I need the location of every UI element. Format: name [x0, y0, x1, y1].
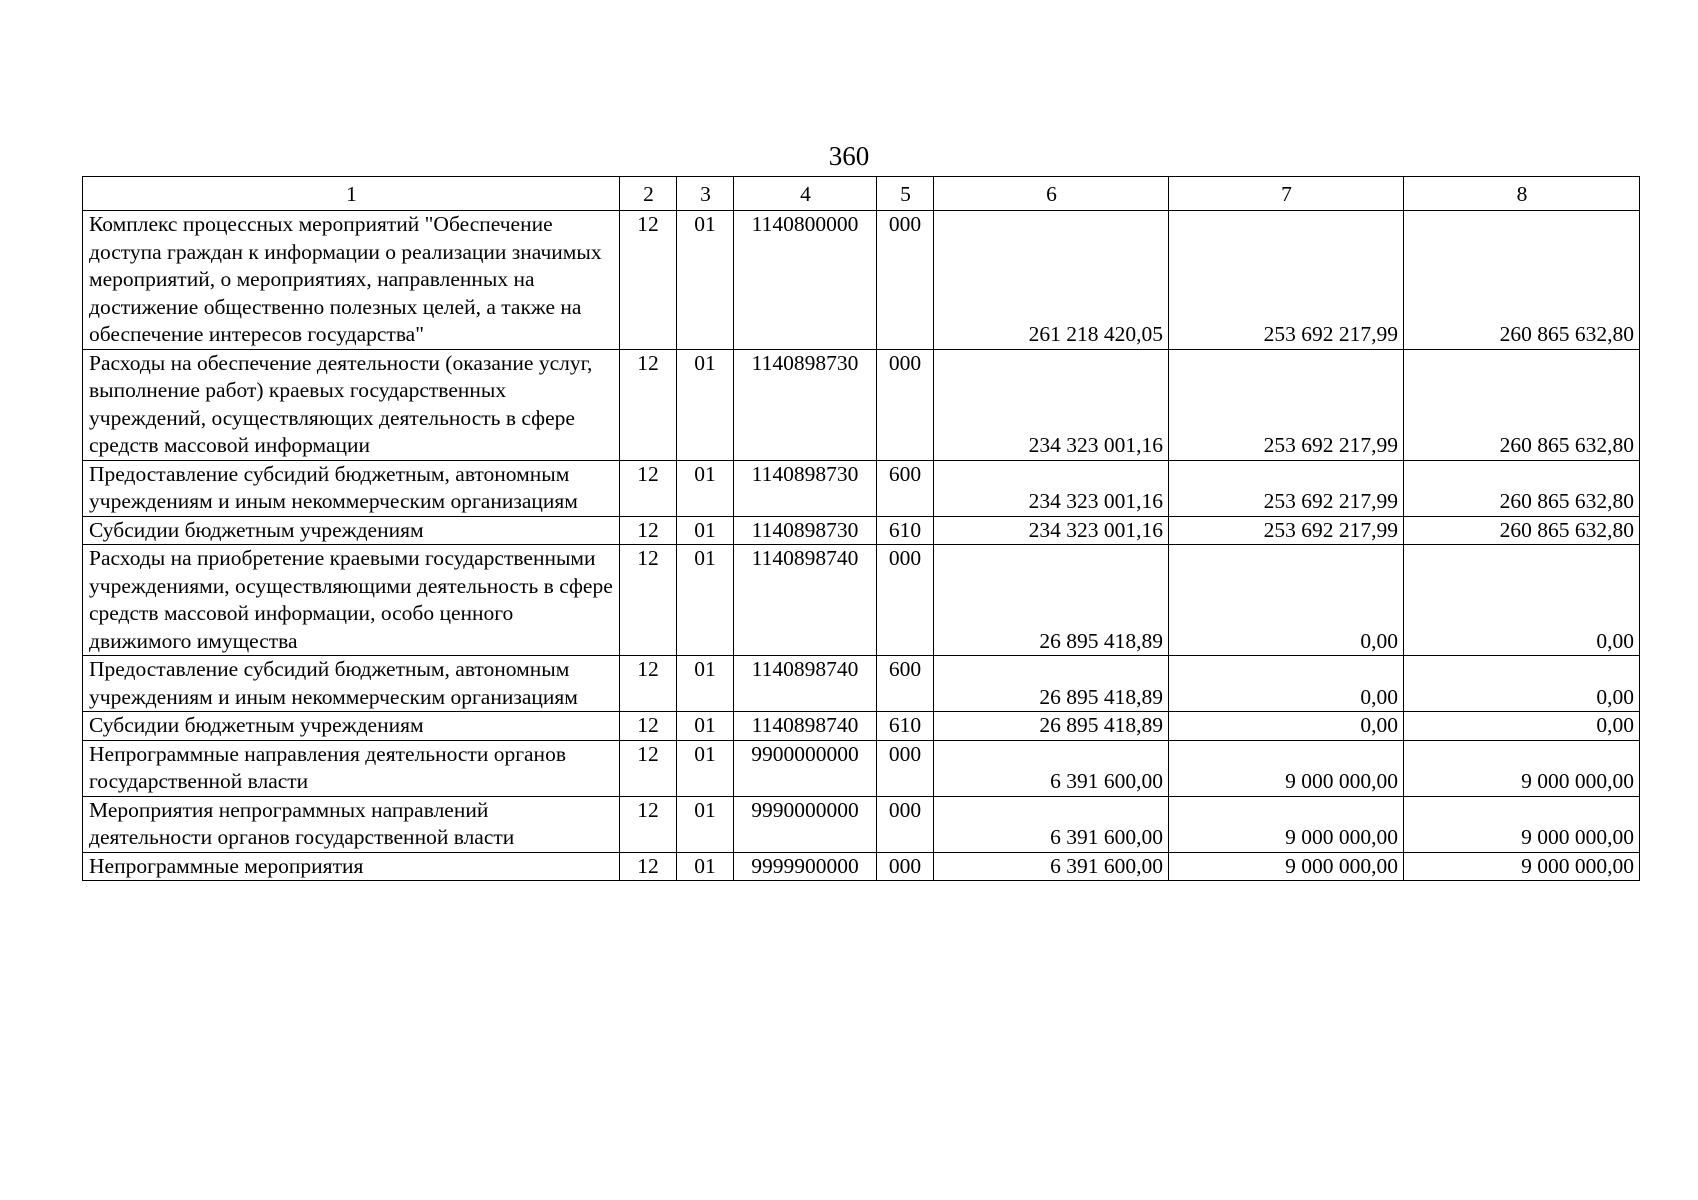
column-header: 6	[934, 177, 1169, 211]
expense-type-code: 610	[877, 712, 934, 741]
amount-col-8: 9 000 000,00	[1404, 740, 1640, 796]
expense-type-code: 000	[877, 852, 934, 881]
section-code: 12	[620, 796, 677, 852]
table-row	[83, 516, 1640, 545]
expense-type-code: 000	[877, 545, 934, 656]
section-code: 12	[620, 852, 677, 881]
budget-table	[82, 176, 1640, 881]
amount-col-6: 26 895 418,89	[934, 545, 1169, 656]
subsection-code: 01	[677, 516, 734, 545]
target-article-code: 9990000000	[734, 796, 877, 852]
target-article-code: 1140898730	[734, 460, 877, 516]
amount-col-8: 9 000 000,00	[1404, 852, 1640, 881]
expense-type-code: 610	[877, 516, 934, 545]
table-row	[83, 796, 1640, 852]
target-article-code: 1140898730	[734, 516, 877, 545]
subsection-code: 01	[677, 712, 734, 741]
amount-col-6: 234 323 001,16	[934, 460, 1169, 516]
amount-col-8: 260 865 632,80	[1404, 349, 1640, 460]
expense-name: Расходы на приобретение краевыми государственными учреждениями, осуществляющими деятельность в сфере средств массовой информации, особо ценного движимого имущества	[83, 545, 620, 656]
section-code: 12	[620, 516, 677, 545]
amount-col-8: 0,00	[1404, 545, 1640, 656]
column-header: 2	[620, 177, 677, 211]
table-row	[83, 211, 1640, 350]
expense-name: Субсидии бюджетным учреждениям	[83, 516, 620, 545]
column-header: 4	[734, 177, 877, 211]
amount-col-7: 0,00	[1169, 712, 1404, 741]
amount-col-7: 0,00	[1169, 545, 1404, 656]
amount-col-8: 0,00	[1404, 712, 1640, 741]
amount-col-7: 0,00	[1169, 656, 1404, 712]
table-row	[83, 852, 1640, 881]
expense-name: Мероприятия непрограммных направлений деятельности органов государственной власти	[83, 796, 620, 852]
amount-col-6: 6 391 600,00	[934, 796, 1169, 852]
section-code: 12	[620, 349, 677, 460]
amount-col-8: 260 865 632,80	[1404, 211, 1640, 350]
target-article-code: 1140898740	[734, 656, 877, 712]
amount-col-6: 26 895 418,89	[934, 712, 1169, 741]
expense-name: Расходы на обеспечение деятельности (оказание услуг, выполнение работ) краевых государственных учреждений, осуществляющих деятельность в сфере средств массовой информации	[83, 349, 620, 460]
expense-type-code: 000	[877, 211, 934, 350]
column-header: 5	[877, 177, 934, 211]
section-code: 12	[620, 211, 677, 350]
expense-name: Предоставление субсидий бюджетным, автономным учреждениям и иным некоммерческим организациям	[83, 460, 620, 516]
target-article-code: 1140898730	[734, 349, 877, 460]
expense-type-code: 000	[877, 349, 934, 460]
expense-type-code: 600	[877, 656, 934, 712]
amount-col-8: 260 865 632,80	[1404, 516, 1640, 545]
subsection-code: 01	[677, 349, 734, 460]
expense-name: Непрограммные мероприятия	[83, 852, 620, 881]
table-row	[83, 656, 1640, 712]
target-article-code: 9999900000	[734, 852, 877, 881]
amount-col-7: 9 000 000,00	[1169, 740, 1404, 796]
amount-col-7: 253 692 217,99	[1169, 211, 1404, 350]
table-row	[83, 545, 1640, 656]
target-article-code: 1140898740	[734, 545, 877, 656]
subsection-code: 01	[677, 740, 734, 796]
subsection-code: 01	[677, 796, 734, 852]
amount-col-7: 9 000 000,00	[1169, 852, 1404, 881]
table-row	[83, 712, 1640, 741]
page-number: 360	[828, 141, 870, 171]
section-code: 12	[620, 656, 677, 712]
header-row	[83, 177, 1640, 211]
section-code: 12	[620, 460, 677, 516]
column-header: 7	[1169, 177, 1404, 211]
subsection-code: 01	[677, 852, 734, 881]
column-header: 3	[677, 177, 734, 211]
subsection-code: 01	[677, 211, 734, 350]
amount-col-6: 261 218 420,05	[934, 211, 1169, 350]
section-code: 12	[620, 712, 677, 741]
subsection-code: 01	[677, 656, 734, 712]
table-row	[83, 460, 1640, 516]
amount-col-7: 253 692 217,99	[1169, 349, 1404, 460]
target-article-code: 1140800000	[734, 211, 877, 350]
expense-type-code: 000	[877, 740, 934, 796]
amount-col-6: 234 323 001,16	[934, 349, 1169, 460]
expense-type-code: 600	[877, 460, 934, 516]
table-row	[83, 349, 1640, 460]
target-article-code: 9900000000	[734, 740, 877, 796]
amount-col-8: 260 865 632,80	[1404, 460, 1640, 516]
amount-col-6: 6 391 600,00	[934, 740, 1169, 796]
expense-type-code: 000	[877, 796, 934, 852]
column-header: 8	[1404, 177, 1640, 211]
expense-name: Субсидии бюджетным учреждениям	[83, 712, 620, 741]
amount-col-8: 0,00	[1404, 656, 1640, 712]
column-header: 1	[83, 177, 620, 211]
target-article-code: 1140898740	[734, 712, 877, 741]
amount-col-6: 26 895 418,89	[934, 656, 1169, 712]
amount-col-6: 234 323 001,16	[934, 516, 1169, 545]
subsection-code: 01	[677, 460, 734, 516]
table-row	[83, 740, 1640, 796]
amount-col-8: 9 000 000,00	[1404, 796, 1640, 852]
expense-name: Предоставление субсидий бюджетным, автономным учреждениям и иным некоммерческим организациям	[83, 656, 620, 712]
section-code: 12	[620, 740, 677, 796]
expense-name: Непрограммные направления деятельности органов государственной власти	[83, 740, 620, 796]
expense-name: Комплекс процессных мероприятий "Обеспечение доступа граждан к информации о реализации значимых мероприятий, о мероприятиях, направленных на достижение общественно полезных целей, а также на обеспечение интересов государства"	[83, 211, 620, 350]
amount-col-7: 253 692 217,99	[1169, 516, 1404, 545]
amount-col-7: 9 000 000,00	[1169, 796, 1404, 852]
section-code: 12	[620, 545, 677, 656]
amount-col-6: 6 391 600,00	[934, 852, 1169, 881]
subsection-code: 01	[677, 545, 734, 656]
amount-col-7: 253 692 217,99	[1169, 460, 1404, 516]
